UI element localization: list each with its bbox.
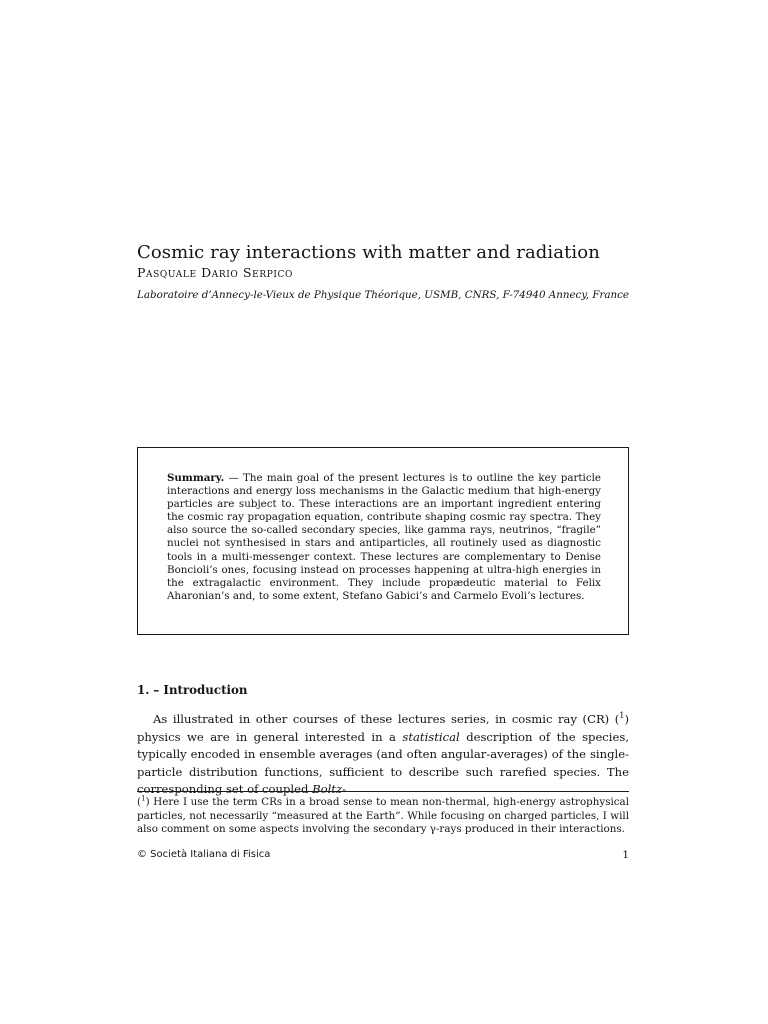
- intro-italic-statistical: statistical: [402, 729, 460, 744]
- footnote-rule: [137, 791, 629, 792]
- page-number: 1: [622, 849, 629, 861]
- footnote-mark-close: ): [145, 796, 150, 808]
- intro-text-3: description of the species, typically encoded in ensemble averages (and often angular-averages) of the single-particle distribution functions, sufficient to describe such rarefied species. The corresponding set of coupled: [137, 729, 629, 796]
- paper-title: Cosmic ray interactions with matter and radiation: [137, 242, 600, 264]
- abstract-box: [137, 447, 629, 635]
- abstract-text: [167, 472, 601, 603]
- footnote-mark-open: (: [137, 796, 142, 808]
- footnote-mark: 1: [141, 793, 146, 803]
- intro-text-2: ) physics we are in general interested in a: [137, 712, 629, 744]
- section-heading: 1. – Introduction: [137, 683, 248, 697]
- author-name: Pasquale Dario Serpico: [137, 265, 293, 280]
- author-affiliation: Laboratoire d’Annecy-le-Vieux de Physique Théorique, USMB, CNRS, F-74940 Annecy, France: [137, 289, 630, 301]
- abstract-label: Summary.: [167, 472, 225, 484]
- intro-italic-boltz: Boltz-: [312, 782, 346, 796]
- footnote-ref: 1: [619, 710, 625, 721]
- footnote-text: Here I use the term CRs in a broad sense to mean non-thermal, high-energy astrophysical particles, not necessarily “measured at the Earth”. While focusing on charged particles, I will also comment on some aspects involving the secondary γ-rays produced in their interactions.: [137, 796, 629, 836]
- intro-text-1: As illustrated in other courses of these lectures series, in cosmic ray (CR) (: [153, 712, 620, 726]
- footnote: [137, 793, 629, 837]
- copyright-notice: © Società Italiana di Fisica: [137, 849, 271, 860]
- intro-paragraph: [137, 711, 629, 799]
- abstract-body: — The main goal of the present lectures is to outline the key particle interactions and energy loss mechanisms in the Galactic medium that high-energy particles are subject to. These interactions are an important ingredient entering the cosmic ray propagation equation, contribute shaping cosmic ray spectra. They also source the so-called secondary species, like gamma rays, neutrinos, “fragile” nuclei not synthesised in stars and antiparticles, all routinely used as diagnostic tools in a multi-messenger context. These lectures are complementary to Denise Boncioli’s ones, focusing instead on processes happening at ultra-high energies in the extragalactic environment. They include propædeutic material to Felix Aharonian’s and, to some extent, Stefano Gabici’s and Carmelo Evoli’s lectures.: [167, 472, 601, 602]
